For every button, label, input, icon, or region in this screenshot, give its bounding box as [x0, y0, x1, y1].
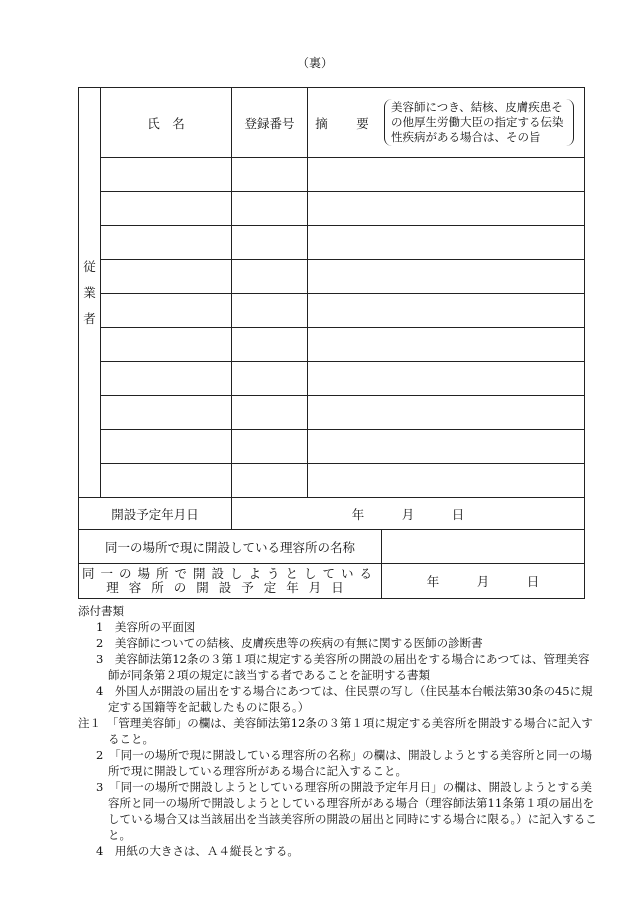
- barber-date-label: 同一の場所で開設しようとしている 理容所の開設予定年月日: [79, 564, 382, 599]
- registration-number-header: 登録番号: [232, 88, 308, 158]
- employee-table: [78, 87, 585, 498]
- opening-info-table: [78, 497, 585, 599]
- remarks-cell[interactable]: [308, 158, 585, 192]
- remarks-cell[interactable]: [308, 226, 585, 260]
- barber-name-row: [79, 530, 585, 564]
- table-row: [79, 464, 585, 498]
- registration-cell[interactable]: [232, 158, 308, 192]
- remarks-title: 摘 要: [315, 115, 377, 131]
- remarks-cell[interactable]: [308, 430, 585, 464]
- remarks-cell[interactable]: [308, 362, 585, 396]
- attachment-item: 4 外国人が開設の届出をする場合にあつては、住民票の写し（住民基本台帳法第30条の45に規定する国籍等を記載したものに限る。）: [96, 684, 593, 714]
- opening-date-value[interactable]: 年 月 日: [232, 498, 585, 530]
- notes-section: [78, 603, 598, 859]
- employee-side-label: 従 業 者: [79, 88, 101, 498]
- barber-name-value[interactable]: [382, 530, 585, 564]
- remarks-cell[interactable]: [308, 396, 585, 430]
- attachments-title: 添付書類: [78, 604, 124, 618]
- name-cell[interactable]: [101, 294, 232, 328]
- opening-date-row: [79, 498, 585, 530]
- opening-date-label: 開設予定年月日: [79, 498, 232, 530]
- table-row: [79, 260, 585, 294]
- registration-cell[interactable]: [232, 430, 308, 464]
- barber-date-row: [79, 564, 585, 599]
- remarks-cell[interactable]: [308, 464, 585, 498]
- name-cell[interactable]: [101, 158, 232, 192]
- registration-cell[interactable]: [232, 328, 308, 362]
- table-row: [79, 396, 585, 430]
- name-cell[interactable]: [101, 396, 232, 430]
- note-item: 4 用紙の大きさは、Ａ４縦長とする。: [96, 844, 299, 858]
- name-cell[interactable]: [101, 328, 232, 362]
- registration-cell[interactable]: [232, 226, 308, 260]
- name-cell[interactable]: [101, 260, 232, 294]
- registration-cell[interactable]: [232, 362, 308, 396]
- table-row: [79, 430, 585, 464]
- remarks-cell[interactable]: [308, 294, 585, 328]
- remarks-cell[interactable]: [308, 260, 585, 294]
- registration-cell[interactable]: [232, 464, 308, 498]
- remarks-note: 美容師につき、結核、皮膚疾患その他厚生労働大臣の指定する伝染性疾病がある場合は、その旨: [384, 99, 574, 146]
- table-row: [79, 192, 585, 226]
- attachment-item: 2 美容師についての結核、皮膚疾患等の疾病の有無に関する医師の診断書: [96, 636, 483, 650]
- name-cell[interactable]: [101, 362, 232, 396]
- note-item: 注１ 「管理美容師」の欄は、美容師法第12条の３第１項に規定する美容所を開設する場合に記入すること。: [78, 716, 593, 746]
- remarks-cell[interactable]: [308, 192, 585, 226]
- remarks-cell[interactable]: [308, 328, 585, 362]
- note-item: 2 「同一の場所で現に開設している理容所の名称」の欄は、開設しようとする美容所と同一の場所で現に開設している理容所がある場合に記入すること。: [96, 748, 593, 778]
- registration-cell[interactable]: [232, 294, 308, 328]
- table-row: [79, 362, 585, 396]
- page-label: （裏）: [296, 56, 333, 70]
- name-cell[interactable]: [101, 192, 232, 226]
- table-row: [79, 294, 585, 328]
- name-header: 氏 名: [101, 88, 232, 158]
- table-row: [79, 158, 585, 192]
- table-row: [79, 328, 585, 362]
- registration-cell[interactable]: [232, 396, 308, 430]
- employee-table-header: [79, 88, 585, 158]
- note-item: 3 「同一の場所で開設しようとしている理容所の開設予定年月日」の欄は、開設しようとする美容所と同一の場所で開設しようとしている理容所がある場合（理容師法第11条第１項の届出をしている場合又は当該届出を当該美容所の開設の届出と同時にする場合に限る。）に記入すること。: [96, 780, 597, 842]
- name-cell[interactable]: [101, 226, 232, 260]
- barber-name-label: 同一の場所で現に開設している理容所の名称: [79, 530, 382, 564]
- attachment-item: 3 美容師法第12条の３第１項に規定する美容所の開設の届出をする場合にあつては、管理美容師が同条第２項の規定に該当する者であることを証明する書類: [96, 652, 590, 682]
- registration-cell[interactable]: [232, 192, 308, 226]
- name-cell[interactable]: [101, 430, 232, 464]
- registration-cell[interactable]: [232, 260, 308, 294]
- remarks-header: [308, 88, 585, 158]
- name-cell[interactable]: [101, 464, 232, 498]
- barber-date-value[interactable]: 年 月 日: [382, 564, 585, 599]
- attachment-item: 1 美容所の平面図: [96, 620, 196, 634]
- table-row: [79, 226, 585, 260]
